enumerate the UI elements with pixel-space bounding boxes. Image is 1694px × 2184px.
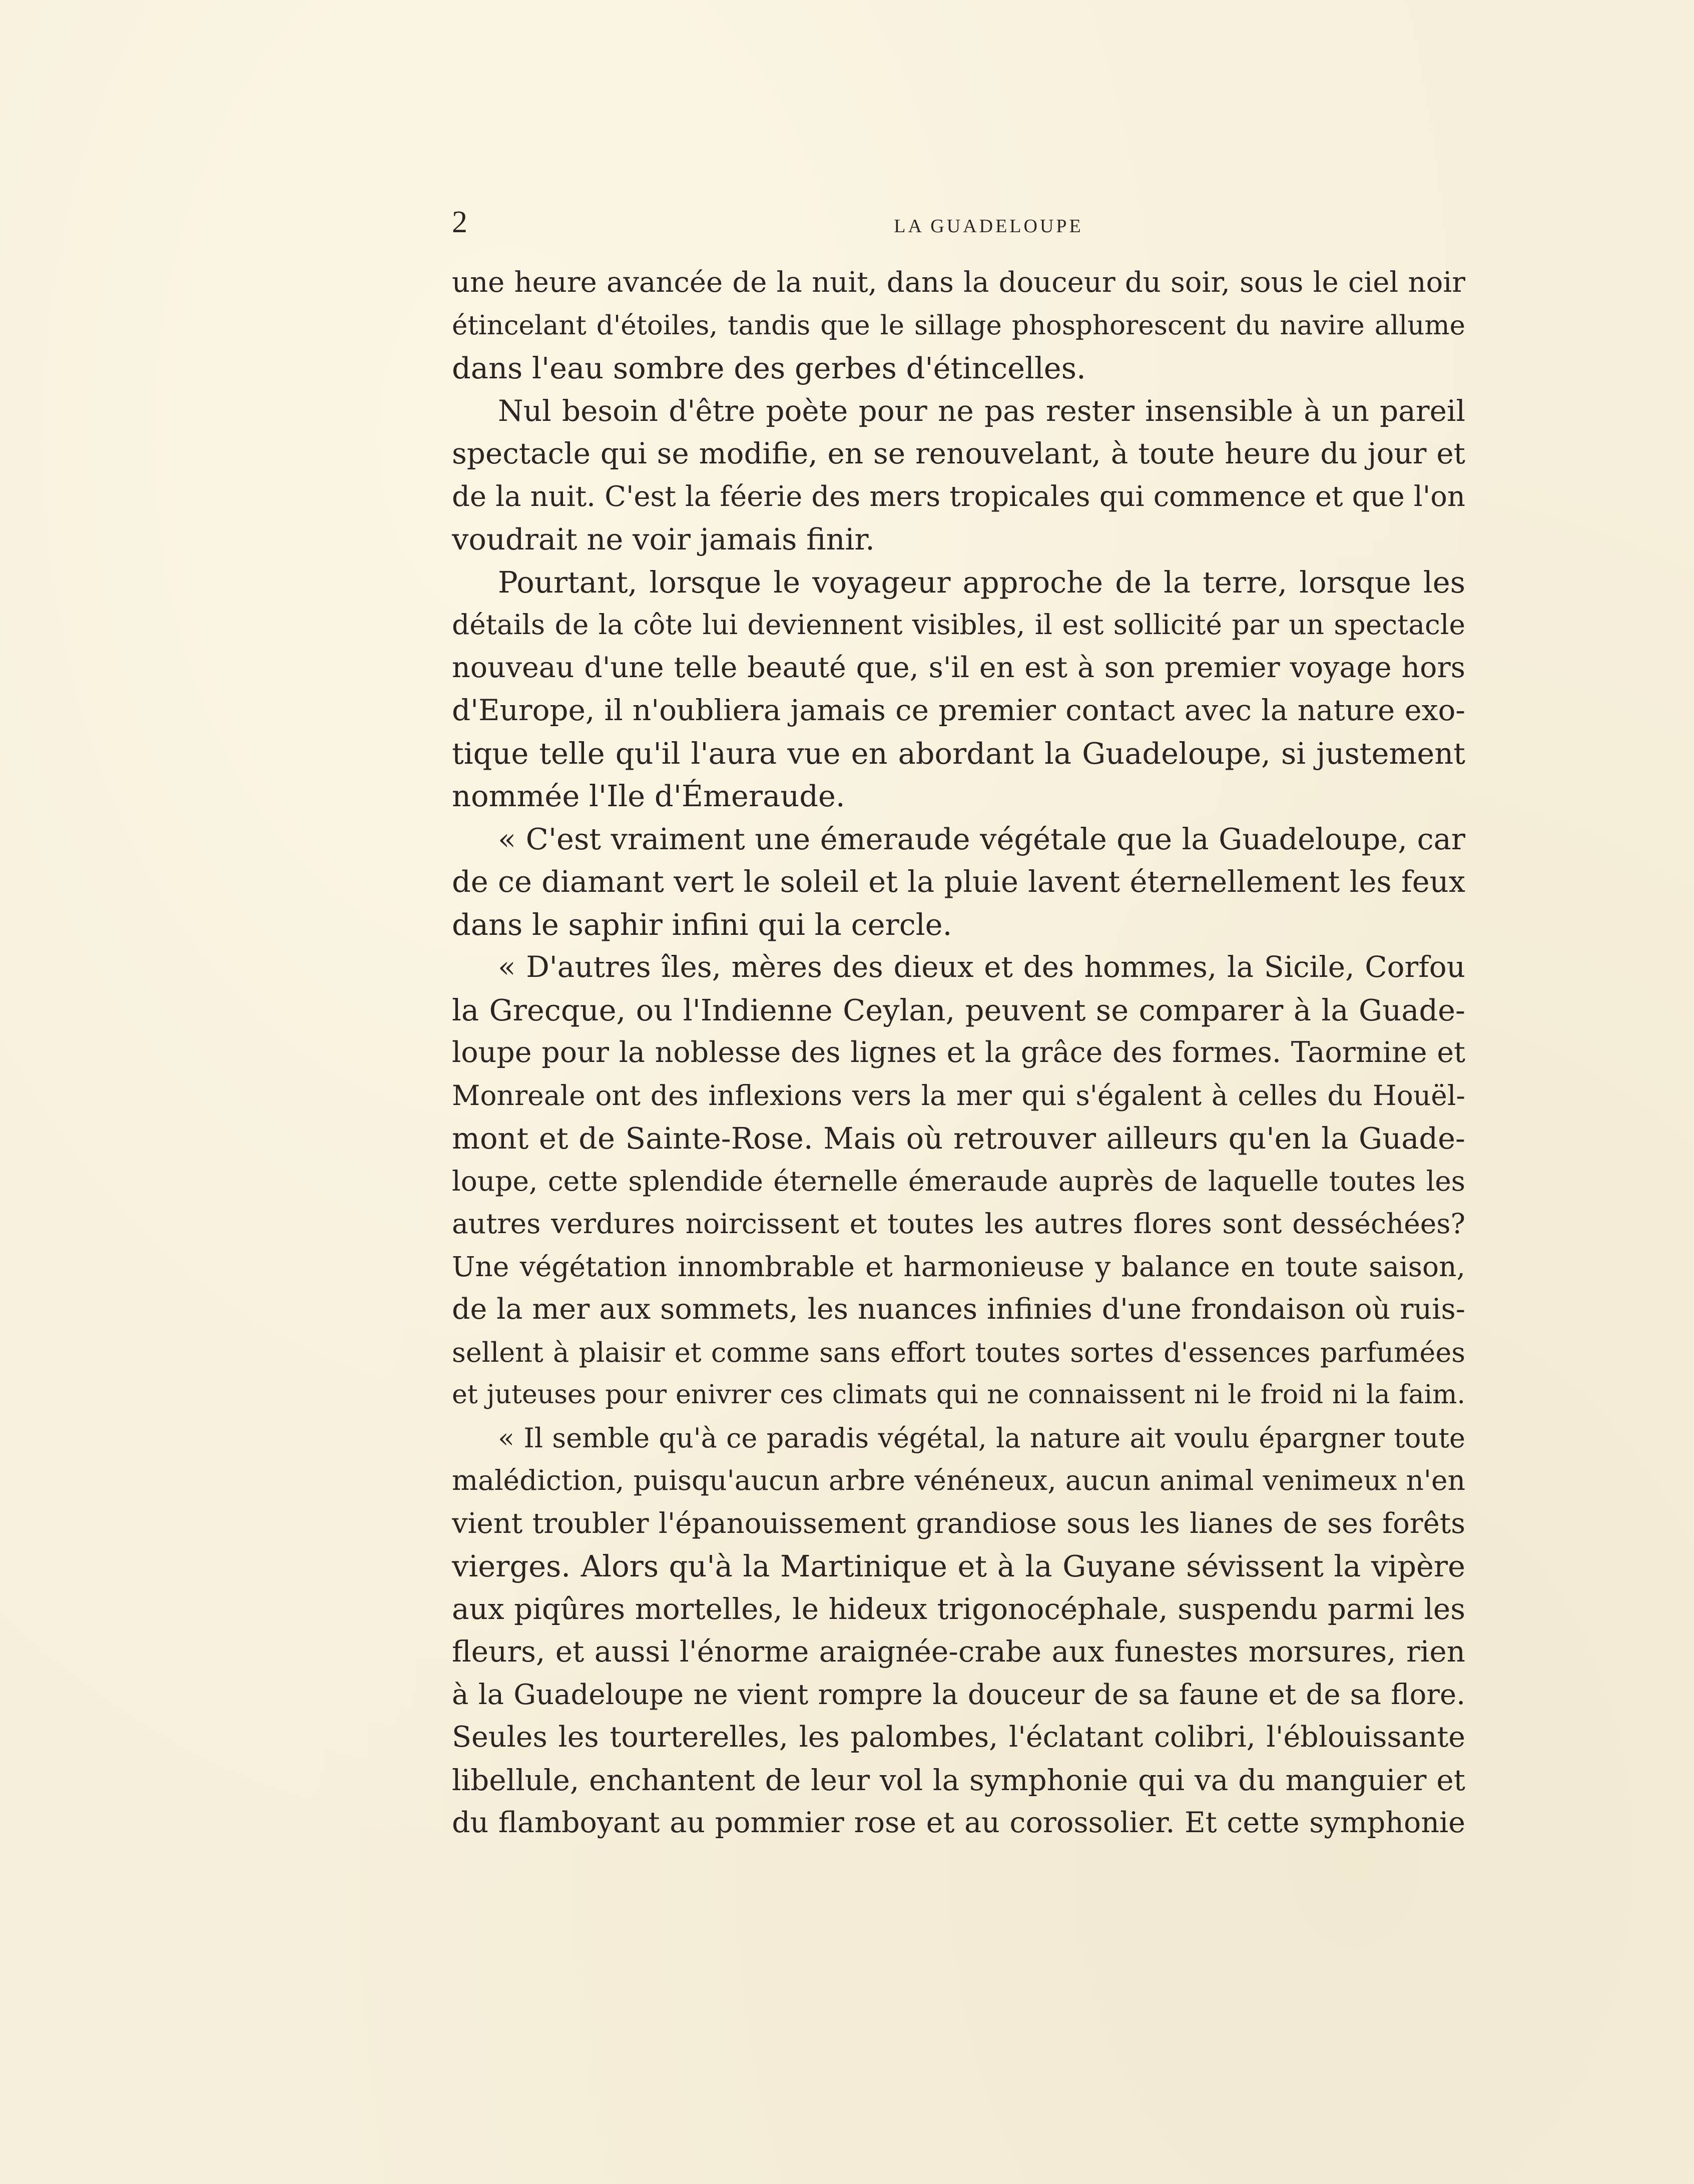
text-line: Monreale ont des inflexions vers la mer qui s'égalent à celles du Houël- (452, 1079, 1465, 1112)
text-line: et juteuses pour enivrer ces climats qui ne connaissent ni le froid ni la faim. (452, 1380, 1465, 1410)
text-line: « C'est vraiment une émeraude végétale que la Guadeloupe, car (498, 821, 1465, 856)
running-head (452, 202, 1465, 242)
running-title: LA GUADELOUPE (894, 216, 1083, 237)
text-line: nommée l'Ile d'Émeraude. (452, 779, 845, 813)
body-text (452, 261, 1465, 1868)
text-line: d'Europe, il n'oubliera jamais ce premier contact avec la nature exo- (452, 693, 1465, 727)
text-line: la Grecque, ou l'Indienne Ceylan, peuvent se comparer à la Guade- (452, 992, 1465, 1027)
text-line: dans l'eau sombre des gerbes d'étincelles. (452, 351, 1086, 385)
text-line: Pourtant, lorsque le voyageur approche de la terre, lorsque les (498, 565, 1465, 600)
text-line: loupe pour la noblesse des lignes et la grâce des formes. Taormine et (452, 1036, 1465, 1069)
text-line: aux piqûres mortelles, le hideux trigonocéphale, suspendu parmi les (452, 1591, 1465, 1626)
text-line: Nul besoin d'être poète pour ne pas rester insensible à un pareil (498, 393, 1465, 428)
text-line: de la nuit. C'est la féerie des mers tropicales qui commence et que l'on (452, 480, 1465, 513)
text-line: loupe, cette splendide éternelle émeraude auprès de laquelle toutes les (452, 1165, 1465, 1197)
text-line: Seules les tourterelles, les palombes, l'éclatant colibri, l'éblouissante (452, 1721, 1465, 1754)
text-line: libellule, enchantent de leur vol la symphonie qui va du manguier et (452, 1763, 1465, 1797)
text-line: fleurs, et aussi l'énorme araignée-crabe aux funestes morsures, rien (452, 1634, 1465, 1669)
text-line: une heure avancée de la nuit, dans la douceur du soir, sous le ciel noir (452, 266, 1465, 299)
text-line: dans le saphir infini qui la cercle. (452, 907, 952, 942)
text-line: sellent à plaisir et comme sans effort toutes sortes d'essences parfumées (452, 1336, 1465, 1368)
text-line: de la mer aux sommets, les nuances infinies d'une frondaison où ruis- (452, 1293, 1465, 1326)
text-line: nouveau d'une telle beauté que, s'il en est à son premier voyage hors (452, 651, 1465, 684)
text-line: vierges. Alors qu'à la Martinique et à la Guyane sévissent la vipère (452, 1549, 1465, 1583)
page-number: 2 (452, 205, 467, 239)
text-line: vient troubler l'épanouissement grandiose sous les lianes de ses forêts (452, 1507, 1465, 1540)
text-line: voudrait ne voir jamais finir. (452, 522, 875, 557)
text-line: du flamboyant au pommier rose et au corossolier. Et cette symphonie (452, 1806, 1465, 1839)
text-line: « Il semble qu'à ce paradis végétal, la nature ait voulu épargner toute (498, 1422, 1465, 1454)
text-line: étincelant d'étoiles, tandis que le sillage phosphorescent du navire allume (452, 310, 1465, 341)
text-line: de ce diamant vert le soleil et la pluie lavent éternellement les feux (452, 864, 1465, 899)
text-line: autres verdures noircissent et toutes les autres flores sont desséchées? (452, 1208, 1465, 1240)
text-line: Une végétation innombrable et harmonieuse y balance en toute saison, (452, 1250, 1465, 1283)
text-line: mont et de Sainte-Rose. Mais où retrouver ailleurs qu'en la Guade- (452, 1121, 1465, 1156)
text-line: spectacle qui se modifie, en se renouvelant, à toute heure du jour et (452, 436, 1465, 470)
text-line: tique telle qu'il l'aura vue en abordant la Guadeloupe, si justement (452, 736, 1465, 771)
text-line: « D'autres îles, mères des dieux et des hommes, la Sicile, Corfou (498, 950, 1465, 984)
text-line: détails de la côte lui deviennent visibles, il est sollicité par un spectacle (452, 609, 1465, 641)
text-line: à la Guadeloupe ne vient rompre la douceur de sa faune et de sa flore. (452, 1678, 1465, 1711)
text-line: malédiction, puisqu'aucun arbre vénéneux, aucun animal venimeux n'en (452, 1464, 1465, 1496)
